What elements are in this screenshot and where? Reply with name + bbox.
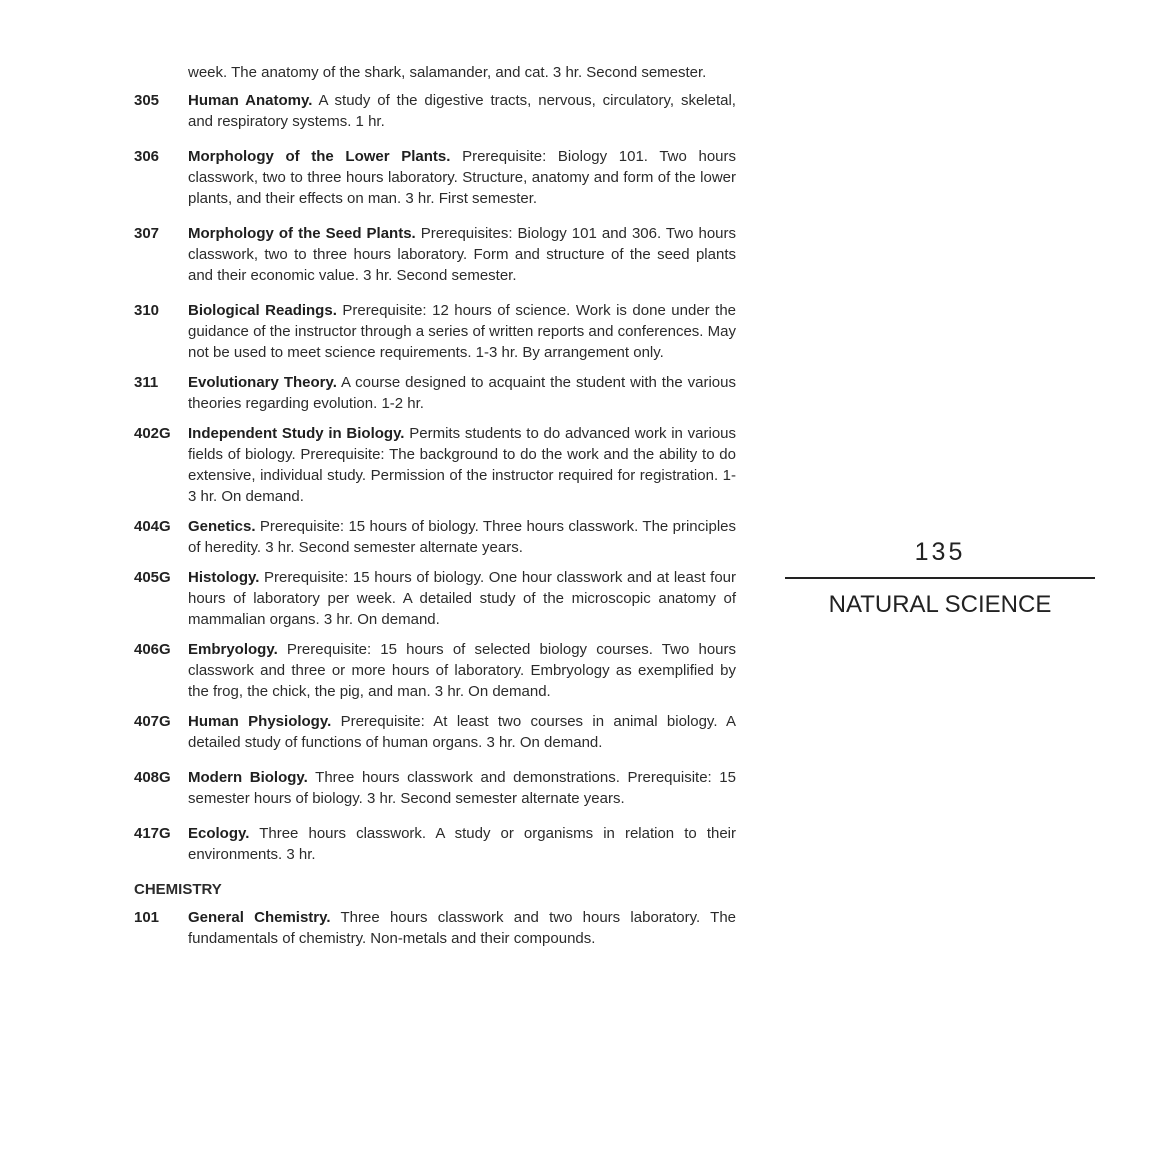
course-description (188, 907, 736, 949)
section-heading-chemistry: CHEMISTRY (134, 881, 222, 898)
course-description (188, 639, 736, 702)
course-text: Permits students to do advanced work in various fields of biology. Prerequisite: The background to do the work and the ability to do extensive, individual study. Permission of the instructor required for registration. 1-3 hr. On demand. (188, 425, 737, 505)
course-text: Prerequisite: 15 hours of biology. One hour classwork and at least four hours of laboratory per week. A detailed study of the microscopic anatomy of mammalian organs. 3 hr. On demand. (188, 569, 737, 628)
course-text: Prerequisite: 15 hours of biology. Three hours classwork. The principles of heredity. 3 hr. Second semester alternate years. (188, 518, 736, 556)
course-title: Evolutionary Theory. (188, 374, 337, 391)
course-text: Prerequisite: 12 hours of science. Work is done under the guidance of the instructor through a series of written reports and conferences. May not be used to meet science requirements. 1-3 hr. By arrangement only. (188, 302, 737, 361)
page-sidebar (785, 538, 1095, 619)
course-entry-406g (134, 639, 736, 702)
course-number: 405G (134, 569, 171, 586)
course-title: Genetics. (188, 518, 256, 535)
course-description (188, 516, 736, 558)
course-number: 408G (134, 769, 171, 786)
course-entry-310 (134, 300, 736, 363)
course-number: 101 (134, 909, 160, 926)
course-entry-408g (134, 767, 736, 809)
course-description (188, 767, 736, 809)
divider-rule (785, 577, 1095, 579)
course-description (188, 372, 736, 414)
course-text: Prerequisite: Biology 101. Two hours classwork, two to three hours laboratory. Structure, anatomy and form of the lower plants, and their effects on man. 3 hr. First semester. (188, 148, 737, 207)
course-title: Human Anatomy. (188, 92, 313, 109)
course-title: Biological Readings. (188, 302, 337, 319)
course-number: 306 (134, 148, 160, 165)
course-number: 417G (134, 825, 171, 842)
course-text: Prerequisite: 15 hours of selected biology courses. Two hours classwork and three or more hours of laboratory. Embryology as exemplified by the frog, the chick, the pig, and man. 3 hr. On demand. (188, 641, 736, 700)
course-entry-307 (134, 223, 736, 286)
course-entry-chem-101 (134, 907, 736, 949)
course-title: Independent Study in Biology. (188, 425, 405, 442)
course-number: 406G (134, 641, 171, 658)
course-entry-404g (134, 516, 736, 558)
course-entry-405g (134, 567, 736, 630)
course-description (188, 300, 736, 363)
page-number: 135 (914, 538, 966, 566)
course-entry-402g (134, 423, 736, 507)
course-description (188, 823, 736, 865)
course-title: Modern Biology. (188, 769, 308, 786)
course-number: 305 (134, 92, 160, 109)
course-number: 402G (134, 425, 171, 442)
course-description (188, 223, 736, 286)
course-text: Prerequisites: Biology 101 and 306. Two hours classwork, two to three hours laboratory. Form and structure of the seed plants and their economic value. 3 hr. Second semester. (188, 225, 736, 284)
course-entry-305 (134, 90, 736, 132)
course-title: Histology. (188, 569, 260, 586)
course-number: 310 (134, 302, 160, 319)
course-description (188, 567, 736, 630)
course-text: Three hours classwork and two hours laboratory. The fundamentals of chemistry. Non-metals and their compounds. (188, 909, 736, 947)
course-entry-407g (134, 711, 736, 753)
course-description (188, 423, 736, 507)
course-title: Embryology. (188, 641, 278, 658)
course-description (188, 711, 736, 753)
continuation-text: week. The anatomy of the shark, salamander, and cat. 3 hr. Second semester. (188, 64, 707, 81)
course-text: A course designed to acquaint the student with the various theories regarding evolution. 1-2 hr. (188, 374, 736, 412)
course-text: Three hours classwork. A study or organisms in relation to their environments. 3 hr. (188, 825, 736, 863)
course-column (134, 62, 736, 949)
course-title: General Chemistry. (188, 909, 331, 926)
course-text: Prerequisite: At least two courses in animal biology. A detailed study of functions of human organs. 3 hr. On demand. (188, 713, 736, 751)
course-entry-306 (134, 146, 736, 209)
course-number: 404G (134, 518, 171, 535)
course-entry-417g (134, 823, 736, 865)
course-description (188, 146, 736, 209)
course-text: Three hours classwork and demonstrations. Prerequisite: 15 semester hours of biology. 3 hr. Second semester alternate years. (188, 769, 736, 807)
course-description (188, 90, 736, 132)
course-title: Human Physiology. (188, 713, 332, 730)
course-entry-311 (134, 372, 736, 414)
course-text: A study of the digestive tracts, nervous, circulatory, skeletal, and respiratory systems. 1 hr. (188, 92, 736, 130)
course-title: Morphology of the Seed Plants. (188, 225, 416, 242)
section-title: NATURAL SCIENCE (828, 591, 1052, 618)
course-title: Morphology of the Lower Plants. (188, 148, 451, 165)
course-number: 307 (134, 225, 160, 242)
course-title: Ecology. (188, 825, 250, 842)
course-number: 407G (134, 713, 171, 730)
course-number: 311 (134, 374, 159, 391)
